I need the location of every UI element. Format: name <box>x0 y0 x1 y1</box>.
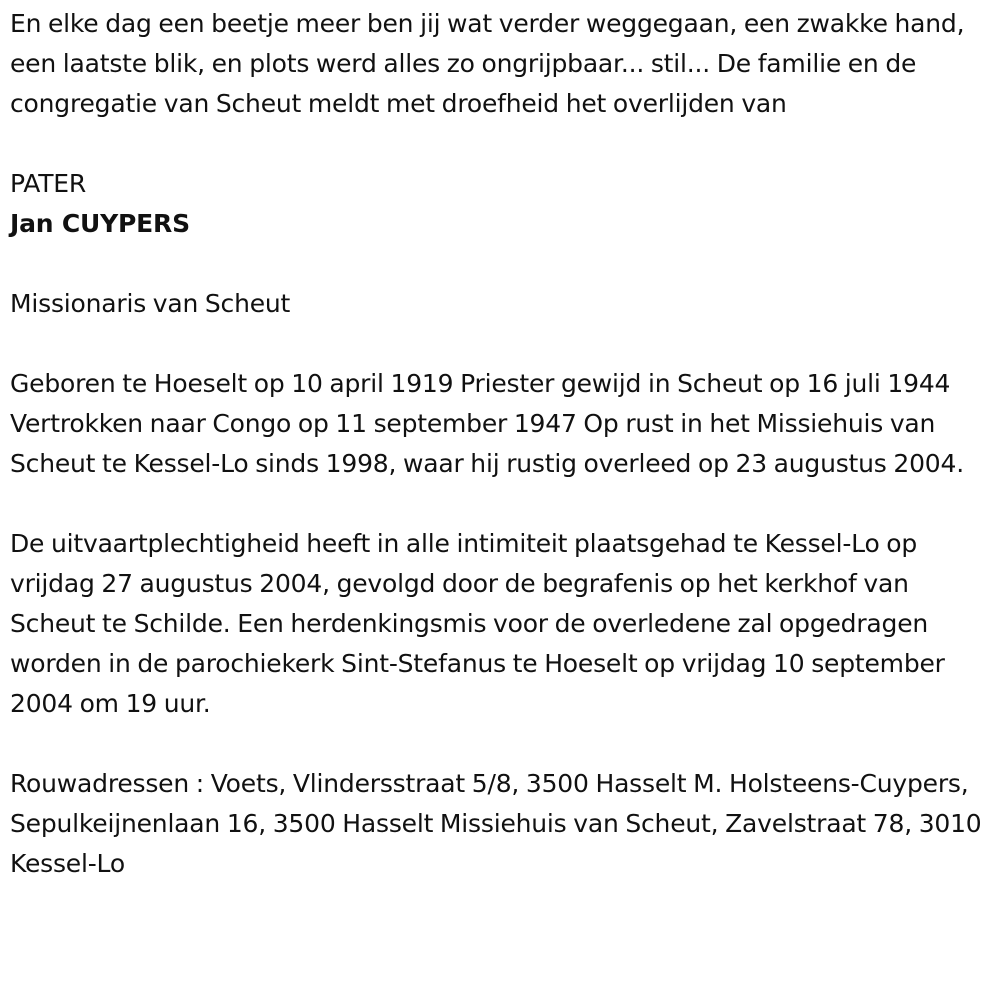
biography-paragraph: Geboren te Hoeselt op 10 april 1919 Priester gewijd in Scheut op 16 juli 1944 Vertrokken naar Congo op 11 september 1947 Op rust in het Missiehuis van Scheut te Kessel-Lo sinds 1998, waar hij rustig overleed op 23 augustus 2004. <box>10 369 964 478</box>
addresses-paragraph: Rouwadressen : Voets, Vlindersstraat 5/8, 3500 Hasselt M. Holsteens-Cuypers, Sepulkeijnenlaan 16, 3500 Hasselt Missiehuis van Scheut, Zavelstraat 78, 3010 Kessel-Lo <box>10 769 982 878</box>
spacer <box>10 244 990 284</box>
title-prefix: PATER <box>10 169 87 198</box>
intro-paragraph: En elke dag een beetje meer ben jij wat verder weggegaan, een zwakke hand, een laatste blik, en plots werd alles zo ongrijpbaar... stil... De familie en de congregatie van Scheut meldt met droefheid het overlijden van <box>10 9 965 118</box>
spacer <box>10 484 990 524</box>
spacer <box>10 124 990 164</box>
role: Missionaris van Scheut <box>10 289 291 318</box>
spacer <box>10 324 990 364</box>
funeral-paragraph: De uitvaartplechtigheid heeft in alle intimiteit plaatsgehad te Kessel-Lo op vrijdag 27 augustus 2004, gevolgd door de begrafenis op het kerkhof van Scheut te Schilde. Een herdenkingsmis voor de overledene zal opgedragen worden in de parochiekerk Sint-Stefanus te Hoeselt op vrijdag 10 september 2004 om 19 uur. <box>10 529 945 718</box>
spacer <box>10 724 990 764</box>
deceased-name: Jan CUYPERS <box>10 209 190 238</box>
